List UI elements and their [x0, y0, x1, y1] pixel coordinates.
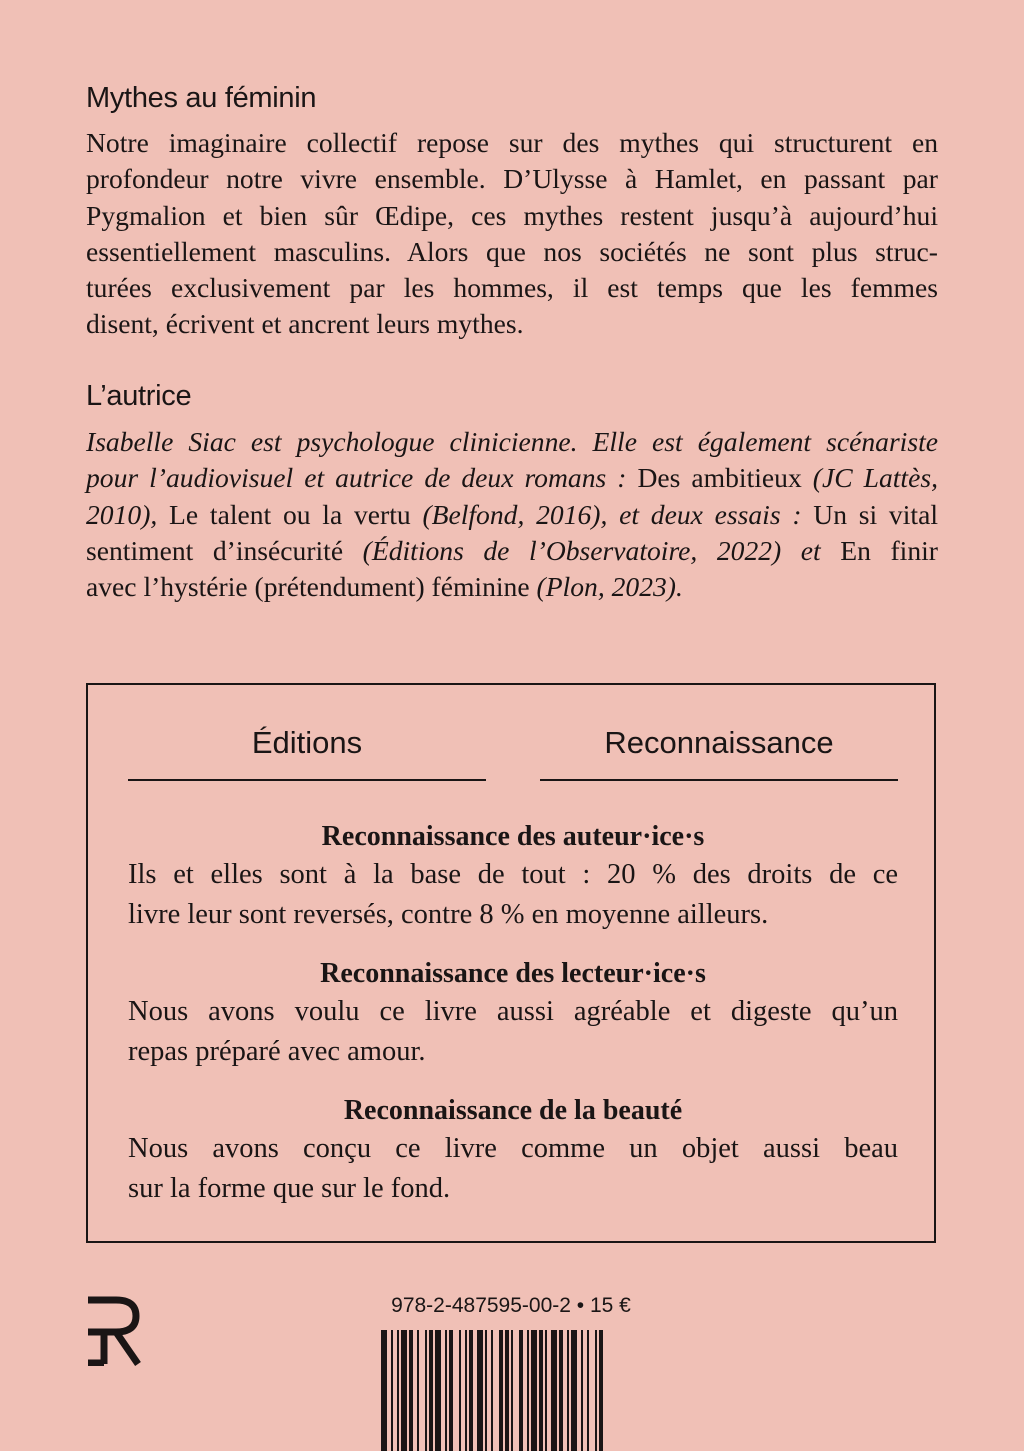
- block-text: [128, 992, 898, 1072]
- section-title-author: L’autrice: [86, 380, 192, 412]
- barcode-bar: [587, 1330, 589, 1451]
- author-line: [86, 460, 938, 496]
- barcode-bar: [531, 1330, 537, 1451]
- barcode-bar: [539, 1330, 543, 1451]
- barcode-bar: [485, 1330, 487, 1451]
- recognition-block-beauty: [128, 1093, 898, 1209]
- block-line: livre leur sont reversés, contre 8 % en moyenne ailleurs.: [128, 899, 769, 930]
- author-line: [86, 569, 938, 605]
- barcode-bar: [465, 1330, 467, 1451]
- barcode-bar: [477, 1330, 483, 1451]
- barcode-bar: [519, 1330, 523, 1451]
- recognition-block-authors: [128, 819, 898, 935]
- barcode-bar: [417, 1330, 419, 1451]
- author-bio-text: pour l’audiovisuel et autrice de deux romans :: [86, 462, 627, 494]
- book-title: sentiment d’insécurité: [86, 534, 344, 566]
- myths-paragraph: [86, 125, 938, 343]
- barcode-bar: [527, 1330, 529, 1451]
- myths-line: turées exclusivement par les hommes, il est temps que les femmes: [86, 272, 938, 304]
- author-line: [86, 533, 938, 569]
- barcode-bar: [499, 1330, 503, 1451]
- publisher-info: 2010),: [86, 498, 158, 530]
- publisher-info: (Belfond, 2016), et deux essais :: [422, 498, 802, 530]
- publisher-er-logo-icon: [86, 1296, 144, 1366]
- publisher-info: (JC Lattès,: [812, 462, 938, 494]
- barcode-bar: [469, 1330, 473, 1451]
- barcode-bar: [445, 1330, 447, 1451]
- barcode-bar: [581, 1330, 583, 1451]
- book-title: Un si vital: [813, 498, 938, 530]
- barcode-bar: [571, 1330, 577, 1451]
- barcode-bar: [551, 1330, 557, 1451]
- myths-line: essentiellement masculins. Alors que nos sociétés ne sont plus struc-: [86, 235, 938, 267]
- book-title: avec l’hystérie (prétendument) féminine: [86, 571, 530, 603]
- barcode-bar: [401, 1330, 407, 1451]
- author-paragraph: [86, 424, 938, 605]
- myths-line: disent, écrivent et ancrent leurs mythes.: [86, 308, 524, 340]
- tab-underline: [128, 779, 486, 781]
- recognition-block-readers: [128, 956, 898, 1072]
- barcode-bar: [409, 1330, 413, 1451]
- section-title-myths: Mythes au féminin: [86, 82, 317, 114]
- book-title: Des ambitieux: [637, 462, 802, 494]
- barcode-bar: [459, 1330, 461, 1451]
- book-title: En finir: [840, 534, 938, 566]
- barcode-bar: [425, 1330, 427, 1451]
- barcode-icon: [381, 1330, 643, 1451]
- block-heading: Reconnaissance des lecteur·ice·s: [320, 958, 706, 989]
- barcode-bar: [505, 1330, 509, 1451]
- block-heading: Reconnaissance des auteur·ice·s: [321, 821, 705, 852]
- publisher-info: (Éditions de l’Observatoire, 2022) et: [362, 534, 821, 566]
- barcode-bar: [435, 1330, 441, 1451]
- tab-editions: Éditions: [251, 725, 363, 760]
- block-heading: Reconnaissance de la beauté: [343, 1095, 683, 1126]
- barcode-bar: [491, 1330, 493, 1451]
- recognition-box: [86, 683, 936, 1243]
- author-line: [86, 497, 938, 533]
- tab-reconnaissance: Reconnaissance: [604, 725, 834, 760]
- myths-line: Notre imaginaire collectif repose sur des mythes qui structurent en: [86, 127, 938, 158]
- isbn-price: 978-2-487595-00-2 • 15 €: [391, 1294, 631, 1317]
- author-bio-text: Isabelle Siac est psychologue clinicienne. Elle est également scénariste: [86, 426, 938, 457]
- publisher-info: (Plon, 2023).: [536, 571, 683, 603]
- barcode-bar: [595, 1330, 597, 1451]
- block-line: Ils et elles sont à la base de tout : 20 % des droits de ce: [128, 859, 898, 890]
- barcode-bar: [545, 1330, 547, 1451]
- block-line: Nous avons voulu ce livre aussi agréable et digeste qu’un: [128, 996, 898, 1027]
- barcode-bar: [381, 1330, 387, 1451]
- barcode-bar: [559, 1330, 563, 1451]
- barcode-bar: [599, 1330, 603, 1451]
- block-text: [128, 855, 898, 935]
- barcode-bar: [567, 1330, 569, 1451]
- myths-line: profondeur notre vivre ensemble. D’Ulysse à Hamlet, en passant par: [86, 163, 938, 195]
- block-text: [128, 1129, 898, 1209]
- author-line: [86, 424, 938, 460]
- barcode-bar: [511, 1330, 513, 1451]
- tab-underline: [540, 779, 898, 781]
- myths-line: Pygmalion et bien sûr Œdipe, ces mythes restent jusqu’à aujourd’hui: [86, 199, 938, 231]
- barcode-bar: [429, 1330, 433, 1451]
- barcode-bar: [391, 1330, 393, 1451]
- block-line: repas préparé avec amour.: [128, 1036, 426, 1067]
- barcode-bar: [397, 1330, 399, 1451]
- block-line: Nous avons conçu ce livre comme un objet aussi beau: [128, 1133, 898, 1164]
- barcode-bar: [449, 1330, 453, 1451]
- block-line: sur la forme que sur le fond.: [128, 1173, 451, 1204]
- book-title: Le talent ou la vertu: [169, 498, 411, 530]
